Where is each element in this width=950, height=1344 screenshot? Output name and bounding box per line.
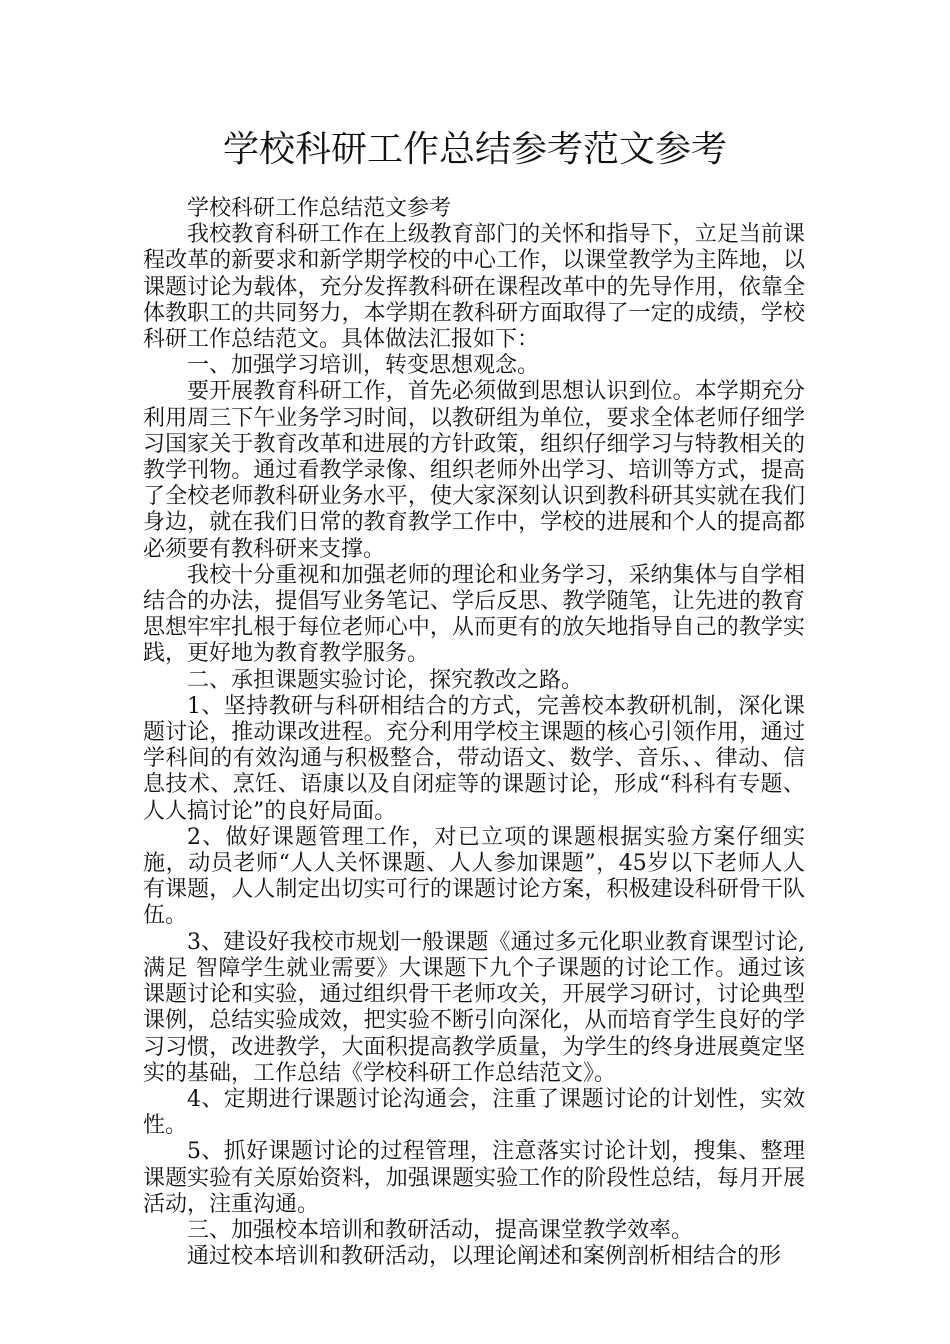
paragraph: 3、建设好我校市规划一般课题《通过多元化职业教育课型讨论,满足 智障学生就业需要》大课题下九个子课题的讨论工作。通过该课题讨论和实验，通过组织骨干老师攻关，开展学习研讨，讨论典型课例，总结实验成效，把实验不断引向深化，从而培育学生良好的学习习惯，改进教学，大面积提高教学质量，为学生的终身进展奠定坚实的基础，工作总结《学校科研工作总结范文》。 [143,929,805,1086]
section-heading-1: 一、加强学习培训，转变思想观念。 [187,353,540,379]
document-body [143,196,805,1270]
paragraph: 要开展教育科研工作，首先必须做到思想认识到位。本学期充分利用周三下午业务学习时间，以教研组为单位，要求全体老师仔细学习国家关于教育改革和进展的方针政策，组织仔细学习与特教相关的教学刊物。通过看教学录像、组织老师外出学习、培训等方式，提高了全校老师教科研业务水平，使大家深刻认识到教科研其实就在我们身边，就在我们日常的教育教学工作中，学校的进展和个人的提高都必须要有教科研来支撑。 [143,379,805,562]
paragraph: 我校十分重视和加强老师的理论和业务学习，采纳集体与自学相结合的办法，提倡写业务笔记、学后反思、教学随笔，让先进的教育思想牢牢扎根于每位老师心中，从而更有的放矢地指导自己的教学实践，更好地为教育教学服务。 [143,562,805,667]
paragraph-subtitle: 学校科研工作总结范文参考 [187,196,452,221]
paragraph: 1、坚持教研与科研相结合的方式，完善校本教研机制，深化课题讨论，推动课改进程。充分利用学校主课题的核心引领作用，通过学科间的有效沟通与积极整合，带动语文、数学、音乐、、律动、信息技术、烹饪、语康以及自闭症等的课题讨论，形成“科科有专题、人人搞讨论”的良好局面。 [143,693,805,824]
paragraph: 5、抓好课题讨论的过程管理，注意落实讨论计划，搜集、整理课题实验有关原始资料，加强课题实验工作的阶段性总结，每月开展活动，注重沟通。 [143,1139,805,1217]
paragraph: 4、定期进行课题讨论沟通会，注重了课题讨论的计划性，实效性。 [143,1086,805,1139]
paragraph: 通过校本培训和教研活动，以理论阐述和案例剖析相结合的形 [187,1244,782,1270]
paragraph-intro: 我校教育科研工作在上级教育部门的关怀和指导下，立足当前课程改革的新要求和新学期学校的中心工作，以课堂教学为主阵地，以课题讨论为载体，充分发挥教科研在课程改革中的先导作用，依靠全体教职工的共同努力，本学期在教科研方面取得了一定的成绩，学校科研工作总结范文。具体做法汇报如下： [143,222,805,353]
section-heading-2: 二、承担课题实验讨论，探究教改之路。 [187,667,584,693]
paragraph: 2、做好课题管理工作，对已立项的课题根据实验方案仔细实施，动员老师“人人关怀课题、人人参加课题”，45岁以下老师人人有课题，人人制定出切实可行的课题讨论方案，积极建设科研骨干队伍。 [143,824,805,929]
section-heading-3: 三、加强校本培训和教研活动，提高课堂教学效率。 [187,1217,694,1243]
document-title: 学校科研工作总结参考范文参考 [222,129,727,170]
